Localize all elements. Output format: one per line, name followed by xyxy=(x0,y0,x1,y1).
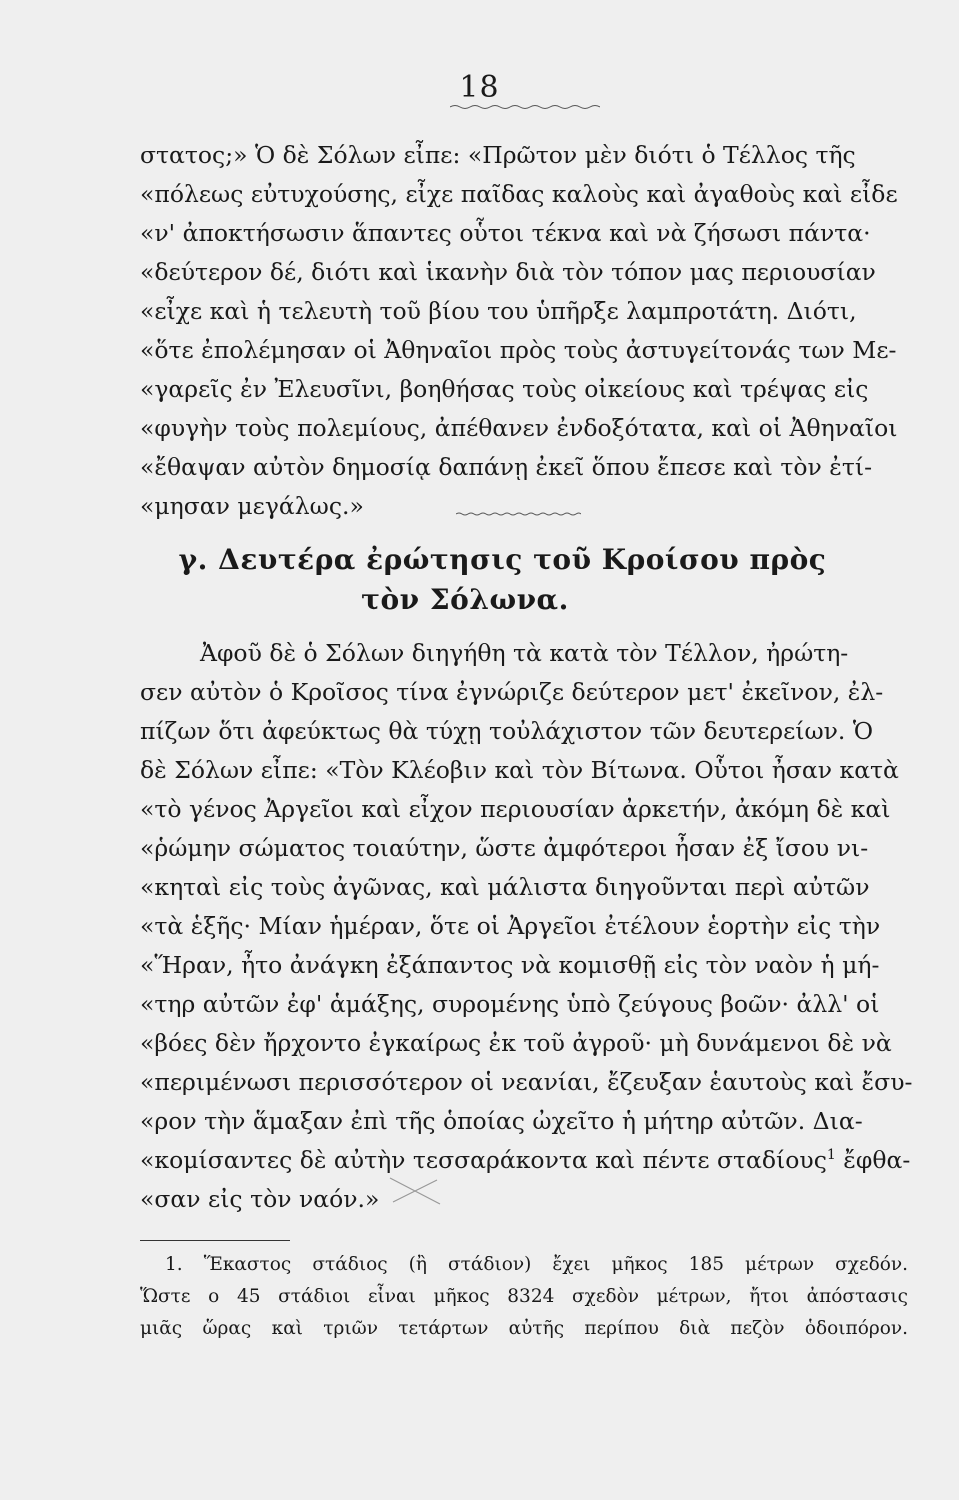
text-line: «κηταὶ εἰς τοὺς ἀγῶνας, καὶ μάλιστα διηγοῦνται περὶ αὐτῶν xyxy=(140,873,870,901)
text-line: «γαρεῖς ἐν Ἐλευσῖνι, βοηθήσας τοὺς οἰκείους καὶ τρέψας εἰς xyxy=(140,375,869,403)
text-line: «σαν εἰς τὸν ναόν.» xyxy=(140,1185,380,1213)
text-line: «Ἥραν, ἦτο ἀνάγκη ἐξάπαντος νὰ κομισθῇ εἰς τὸν ναὸν ἡ μή- xyxy=(140,951,880,979)
section-separator xyxy=(456,512,581,516)
text-line: «τὰ ἑξῆς· Μίαν ἡμέραν, ὅτε οἱ Ἀργεῖοι ἐτέλουν ἑορτὴν εἰς τὴν xyxy=(140,912,881,940)
pencil-cross-mark xyxy=(385,1170,445,1210)
text-line: «τηρ αὐτῶν ἐφ' ἁμάξης, συρομένης ὑπὸ ζεύγους βοῶν· ἀλλ' οἱ xyxy=(140,990,880,1018)
text-line: «βόες δὲν ἤρχοντο ἐγκαίρως ἐκ τοῦ ἀγροῦ· μὴ δυνάμενοι δὲ νὰ xyxy=(140,1029,892,1057)
text-line: δὲ Σόλων εἶπε: «Τὸν Κλέοβιν καὶ τὸν Βίτωνα. Οὗτοι ἦσαν κατὰ xyxy=(140,756,899,784)
text-line: «πόλεως εὐτυχούσης, εἶχε παῖδας καλοὺς καὶ ἀγαθοὺς καὶ εἶδε xyxy=(140,180,898,208)
paragraph-2 xyxy=(140,634,913,1219)
footnote-line: μιᾶς ὥρας καὶ τριῶν τετάρτων αὐτῆς περίπου διὰ πεζὸν ὁδοιπόρον. xyxy=(140,1318,908,1339)
text-line: «ὅτε ἐπολέμησαν οἱ Ἀθηναῖοι πρὸς τοὺς ἀστυγείτονάς των Με- xyxy=(140,336,897,364)
text-line: Ἀφοῦ δὲ ὁ Σόλων διηγήθη τὰ κατὰ τὸν Τέλλον, ἠρώτη- xyxy=(200,639,849,667)
heading-line: τὸν Σόλωνα. xyxy=(361,583,569,616)
text-line: «μησαν μεγάλως.» xyxy=(140,492,364,520)
footnote-divider xyxy=(140,1240,290,1241)
text-line: «ῥώμην σώματος τοιαύτην, ὥστε ἀμφότεροι ἦσαν ἐξ ἴσου νι- xyxy=(140,834,869,862)
text-line: στατος;» Ὁ δὲ Σόλων εἶπε: «Πρῶτον μὲν διότι ὁ Τέλλος τῆς xyxy=(140,141,856,169)
text-segment: ἔφθα- xyxy=(835,1146,911,1174)
footnote-line: 1. Ἕκαστος στάδιος (ἢ στάδιον) ἔχει μῆκος 185 μέτρων σχεδόν. xyxy=(165,1254,908,1275)
heading-line: γ. Δευτέρα ἐρώτησις τοῦ Κροίσου πρὸς xyxy=(178,543,827,576)
text-line: πίζων ὅτι ἀφεύκτως θὰ τύχῃ τοὐλάχιστον τῶν δευτερείων. Ὁ xyxy=(140,717,874,745)
page-number: 18 xyxy=(459,70,500,105)
text-line: «ν' ἀποκτήσωσιν ἅπαντες οὗτοι τέκνα καὶ νὰ ζήσωσι πάντα· xyxy=(140,219,871,247)
footnote-marker: 1 xyxy=(826,1147,836,1164)
text-line: «δεύτερον δέ, διότι καὶ ἱκανὴν διὰ τὸν τόπον μας περιουσίαν xyxy=(140,258,876,286)
text-line-with-footnote xyxy=(140,1141,911,1180)
paragraph-1 xyxy=(140,136,898,526)
text-line: «ἔθαψαν αὐτὸν δημοσίᾳ δαπάνῃ ἐκεῖ ὅπου ἔπεσε καὶ τὸν ἐτί- xyxy=(140,453,873,481)
text-line: «περιμένωσι περισσότερον οἱ νεανίαι, ἔζευξαν ἑαυτοὺς καὶ ἔσυ- xyxy=(140,1068,913,1096)
text-line: «εἶχε καὶ ἡ τελευτὴ τοῦ βίου του ὑπῆρξε λαμπροτάτη. Διότι, xyxy=(140,297,857,325)
text-segment: «κομίσαντες δὲ αὐτὴν τεσσαράκοντα καὶ πέντε σταδίους xyxy=(140,1146,827,1174)
footnotes xyxy=(140,1249,908,1345)
text-line: «ρον τὴν ἅμαξαν ἐπὶ τῆς ὁποίας ὠχεῖτο ἡ μήτηρ αὐτῶν. Δια- xyxy=(140,1107,863,1135)
section-heading xyxy=(140,540,840,620)
footnote-line: Ὥστε ο 45 στάδιοι εἶναι μῆκος 8324 σχεδὸν μέτρων, ἤτοι ἀπόστασις xyxy=(140,1286,908,1307)
page-number-ornament xyxy=(450,104,600,110)
text-line: σεν αὐτὸν ὁ Κροῖσος τίνα ἐγνώριζε δεύτερον μετ' ἐκεῖνον, ἐλ- xyxy=(140,678,884,706)
text-line: «φυγὴν τοὺς πολεμίους, ἀπέθανεν ἐνδοξότατα, καὶ οἱ Ἀθηναῖοι xyxy=(140,414,898,442)
text-line: «τὸ γένος Ἀργεῖοι καὶ εἶχον περιουσίαν ἀρκετήν, ἀκόμη δὲ καὶ xyxy=(140,795,891,823)
